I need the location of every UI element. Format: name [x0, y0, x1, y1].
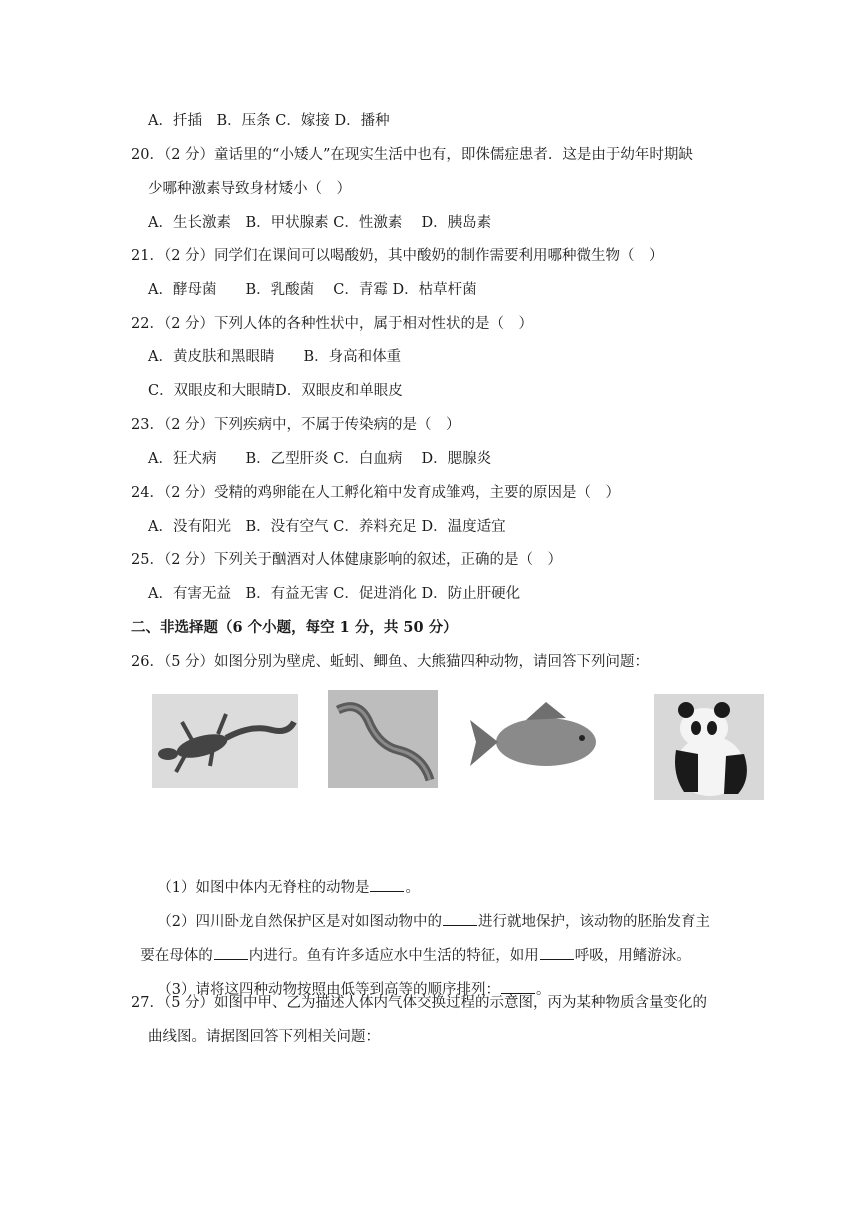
q27-stem-line1: 27．（5 分）如图中甲、乙为描述人体内气体交换过程的示意图，丙为某种物质含量变化的: [131, 995, 708, 1011]
q26-part2-text-d: 内进行。鱼有许多适应水中生活的特征，如用: [248, 948, 539, 964]
q25-options: A．有害无益 B．有益无害 C．促进消化 D．防止肝硬化: [148, 586, 521, 602]
q19-options: A．扦插 B．压条 C．嫁接 D．播种: [148, 113, 390, 129]
q23-stem: 23．（2 分）下列疾病中，不属于传染病的是（ ）: [131, 417, 461, 433]
answer-blank[interactable]: [214, 945, 248, 960]
answer-blank[interactable]: [501, 979, 535, 994]
answer-blank[interactable]: [370, 877, 404, 892]
q20-options: A．生长激素 B．甲状腺素 C．性激素 D．胰岛素: [148, 215, 492, 231]
q26-part2-text-a: （2）四川卧龙自然保护区是对如图动物中的: [157, 914, 442, 930]
earthworm-photo: [328, 690, 438, 788]
q24-options: A．没有阳光 B．没有空气 C．养料充足 D．温度适宜: [148, 519, 506, 535]
q26-part1-end: 。: [405, 880, 420, 896]
q27-stem-line2: 曲线图。请据图回答下列相关问题：: [148, 1029, 380, 1045]
crucian-carp-photo: [466, 696, 614, 786]
q24-stem: 24．（2 分）受精的鸡卵能在人工孵化箱中发育成雏鸡，主要的原因是（ ）: [131, 485, 621, 501]
answer-blank[interactable]: [443, 911, 477, 926]
q26-part2-text-b: 进行就地保护，该动物的胚胎发育主: [477, 914, 710, 930]
q26-part2-text-c: 要在母体的: [140, 948, 213, 964]
q26-part3-text: （3）请将这四种动物按照由低等到高等的顺序排列：: [157, 982, 500, 998]
q20-stem-line1: 20．（2 分）童话里的“小矮人”在现实生活中也有，即侏儒症患者．这是由于幼年时期缺: [131, 147, 693, 163]
gecko-photo: [152, 694, 298, 788]
q26-part3-end: 。: [535, 982, 551, 998]
q20-stem-line2: 少哪种激素导致身材矮小（ ）: [148, 181, 351, 197]
q26-part1-text: （1）如图中体内无脊柱的动物是: [157, 880, 370, 896]
q21-options: A．酵母菌 B．乳酸菌 C．青霉 D．枯草杆菌: [148, 282, 477, 298]
q21-stem: 21．（2 分）同学们在课间可以喝酸奶，其中酸奶的制作需要利用哪种微生物（ ）: [131, 248, 664, 264]
q22-options-row1: A．黄皮肤和黑眼睛 B．身高和体重: [148, 349, 402, 365]
q26-stem: 26．（5 分）如图分别为壁虎、蚯蚓、鲫鱼、大熊猫四种动物，请回答下列问题：: [131, 654, 650, 670]
q22-options-row2: C．双眼皮和大眼睛D．双眼皮和单眼皮: [148, 383, 403, 399]
q22-stem: 22．（2 分）下列人体的各种性状中，属于相对性状的是（ ）: [131, 316, 534, 332]
q25-stem: 25．（2 分）下列关于酗酒对人体健康影响的叙述，正确的是（ ）: [131, 552, 563, 568]
section-title: 二、非选择题（6 个小题，每空 1 分，共 50 分）: [131, 619, 458, 636]
q26-part2-text-e: 呼吸，用鳍游泳。: [574, 948, 691, 964]
giant-panda-photo: [654, 694, 764, 800]
q23-options: A．狂犬病 B．乙型肝炎 C．白血病 D．腮腺炎: [148, 451, 492, 467]
answer-blank[interactable]: [540, 945, 574, 960]
